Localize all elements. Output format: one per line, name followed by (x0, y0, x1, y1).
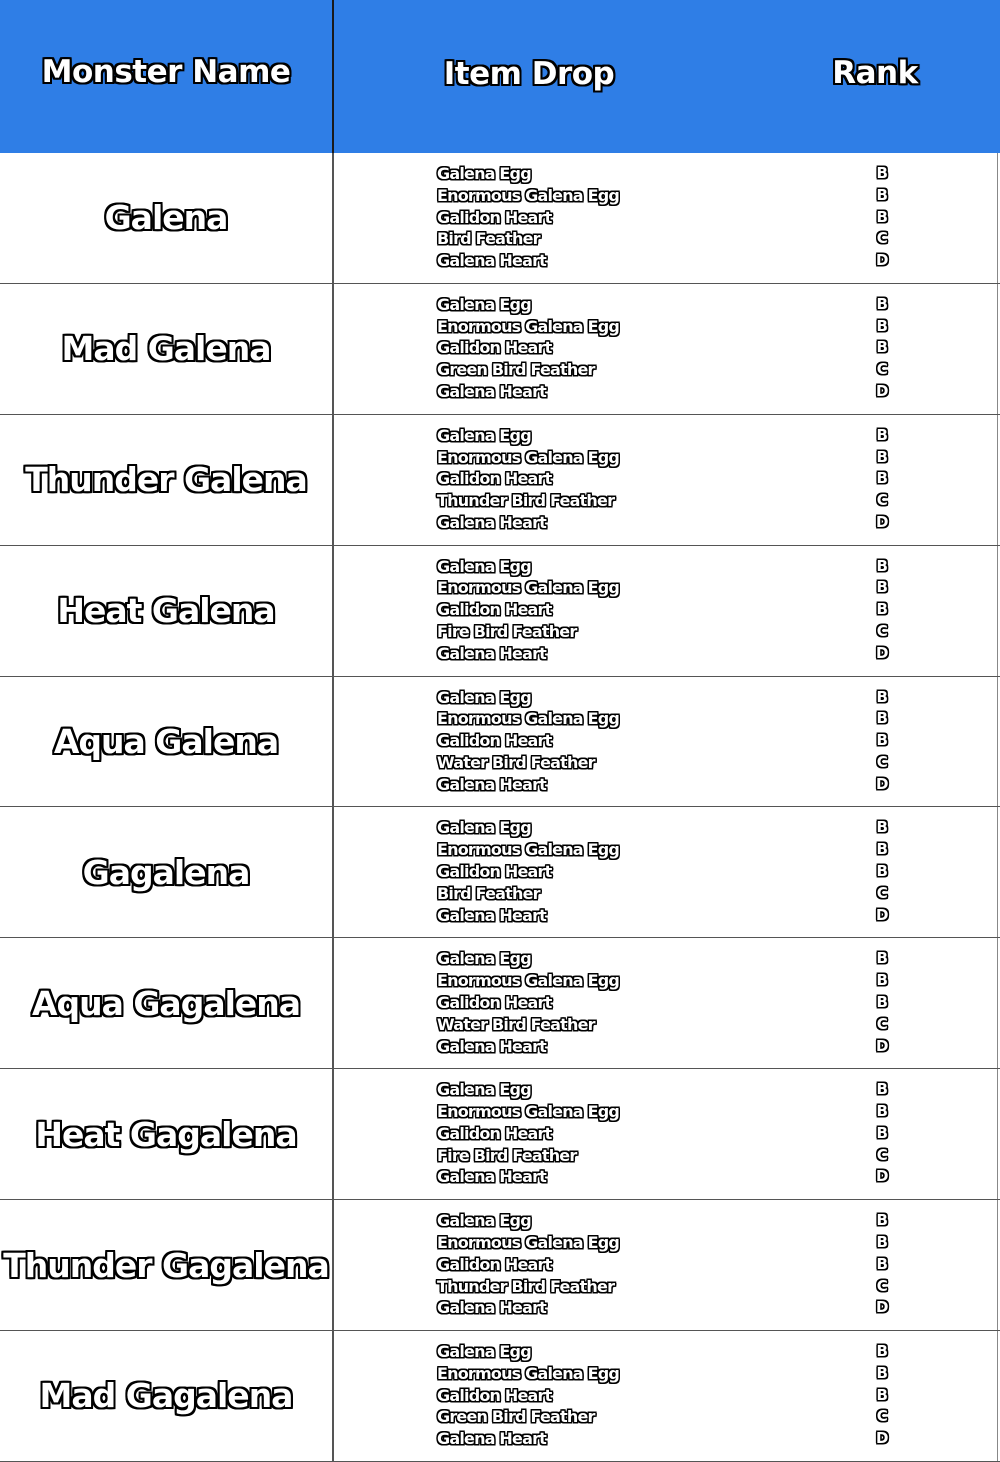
monster-name-cell: Mad Galena (61, 329, 271, 369)
table-row (0, 415, 1000, 546)
monster-name-cell: Galena (104, 198, 228, 238)
item-drop-list (437, 1210, 717, 1319)
item-drop: Galidon Heart (437, 1385, 552, 1405)
rank-list (872, 817, 892, 926)
item-drop: Enormous Galena Egg (437, 1232, 620, 1252)
column-divider (332, 153, 334, 283)
table-header (0, 0, 1000, 153)
item-drop: Galena Egg (437, 818, 531, 838)
rank-value: B (876, 687, 888, 706)
item-drop: Galena Egg (437, 556, 531, 576)
item-drop: Galidon Heart (437, 207, 552, 227)
item-drop: Galidon Heart (437, 469, 552, 489)
rank-value: D (876, 774, 888, 793)
rank-value: C (876, 1145, 888, 1164)
item-drop: Galena Heart (437, 382, 547, 402)
item-drop: Galena Egg (437, 687, 531, 707)
item-drop: Enormous Galena Egg (437, 840, 620, 860)
rank-value: C (876, 883, 888, 902)
table-right-edge (997, 415, 999, 545)
column-divider (332, 938, 334, 1068)
rank-value: C (876, 491, 888, 510)
rank-list (872, 556, 892, 665)
table-right-edge (997, 1200, 999, 1330)
column-divider (332, 677, 334, 807)
rank-value: B (876, 1080, 888, 1099)
item-drop: Enormous Galena Egg (437, 185, 620, 205)
rank-value: B (876, 1363, 888, 1382)
column-divider (332, 1069, 334, 1199)
table-row (0, 807, 1000, 938)
rank-value: B (876, 207, 888, 226)
rank-value: C (876, 229, 888, 248)
rank-value: B (876, 338, 888, 357)
rank-value: D (876, 1298, 888, 1317)
item-drop-list (437, 817, 717, 926)
item-drop-list (437, 294, 717, 403)
item-drop: Thunder Bird Feather (437, 491, 615, 511)
rank-value: D (876, 1036, 888, 1055)
rank-value: B (876, 469, 888, 488)
table-body (0, 153, 1000, 1462)
rank-value: C (876, 360, 888, 379)
item-drop: Green Bird Feather (437, 1407, 595, 1427)
table-row (0, 1200, 1000, 1331)
table-right-edge (997, 1069, 999, 1199)
rank-value: B (876, 992, 888, 1011)
rank-value: B (876, 164, 888, 182)
column-divider (332, 807, 334, 937)
column-divider (332, 546, 334, 676)
table-right-edge (997, 153, 999, 283)
header-monster-name: Monster Name (41, 53, 291, 90)
rank-value: B (876, 556, 888, 575)
item-drop: Galena Egg (437, 949, 531, 969)
item-drop: Galidon Heart (437, 862, 552, 882)
table-right-edge (997, 938, 999, 1068)
rank-value: B (876, 185, 888, 204)
item-drop: Water Bird Feather (437, 1014, 595, 1034)
header-item-drop: Item Drop (443, 55, 615, 92)
rank-value: B (876, 818, 888, 837)
rank-value: D (876, 251, 888, 270)
item-drop: Galena Heart (437, 774, 547, 794)
item-drop: Enormous Galena Egg (437, 1102, 620, 1122)
rank-list (872, 163, 892, 272)
rank-value: C (876, 1014, 888, 1033)
item-drop: Galena Heart (437, 251, 547, 271)
monster-name-cell: Heat Galena (57, 591, 275, 631)
column-divider (332, 1200, 334, 1330)
rank-value: D (876, 382, 888, 401)
rank-value: B (876, 1123, 888, 1142)
item-drop-list (437, 556, 717, 665)
item-drop-list (437, 948, 717, 1057)
rank-value: B (876, 971, 888, 990)
rank-value: B (876, 316, 888, 335)
item-drop: Green Bird Feather (437, 360, 595, 380)
monster-name-cell: Heat Gagalena (35, 1114, 297, 1154)
rank-value: B (876, 578, 888, 597)
item-drop: Galena Egg (437, 294, 531, 314)
rank-value: B (876, 1211, 888, 1230)
column-divider (332, 284, 334, 414)
item-drop: Enormous Galena Egg (437, 578, 620, 598)
table-right-edge (997, 677, 999, 807)
rank-list (872, 425, 892, 534)
item-drop: Fire Bird Feather (437, 622, 577, 642)
item-drop: Galidon Heart (437, 1123, 552, 1143)
rank-value: D (876, 1429, 888, 1448)
table-row (0, 153, 1000, 284)
table-right-edge (997, 1331, 999, 1461)
monster-name-cell: Thunder Galena (25, 460, 307, 500)
rank-value: B (876, 1254, 888, 1273)
table-row (0, 284, 1000, 415)
rank-value: C (876, 1407, 888, 1426)
rank-value: C (876, 622, 888, 641)
monster-name-cell: Aqua Gagalena (31, 983, 301, 1023)
rank-value: B (876, 294, 888, 313)
rank-value: D (876, 1167, 888, 1186)
item-drop: Galidon Heart (437, 338, 552, 358)
item-drop: Galena Egg (437, 425, 531, 445)
rank-value: C (876, 1276, 888, 1295)
header-rank: Rank (832, 54, 918, 91)
table-row (0, 938, 1000, 1069)
item-drop: Galena Heart (437, 1036, 547, 1056)
rank-list (872, 687, 892, 796)
item-drop: Water Bird Feather (437, 752, 595, 772)
rank-list (872, 294, 892, 403)
rank-value: B (876, 949, 888, 968)
monster-name-cell: Mad Gagalena (39, 1376, 293, 1416)
rank-value: B (876, 447, 888, 466)
rank-value: D (876, 905, 888, 924)
item-drop: Galena Egg (437, 164, 531, 183)
rank-value: B (876, 731, 888, 750)
rank-value: D (876, 512, 888, 531)
table-right-edge (997, 807, 999, 937)
item-drop: Galena Heart (437, 512, 547, 532)
item-drop: Galena Heart (437, 905, 547, 925)
item-drop: Thunder Bird Feather (437, 1276, 615, 1296)
rank-value: B (876, 600, 888, 619)
rank-value: D (876, 643, 888, 662)
item-drop: Enormous Galena Egg (437, 1363, 620, 1383)
item-drop: Enormous Galena Egg (437, 709, 620, 729)
table-row (0, 1069, 1000, 1200)
item-drop: Galena Heart (437, 1429, 547, 1449)
column-divider (332, 1331, 334, 1461)
rank-list (872, 1341, 892, 1450)
item-drop: Bird Feather (437, 883, 540, 903)
column-divider (332, 415, 334, 545)
monster-name-cell: Gagalena (82, 852, 250, 892)
rank-value: B (876, 1102, 888, 1121)
table-row (0, 677, 1000, 808)
item-drop: Enormous Galena Egg (437, 447, 620, 467)
item-drop-list (437, 1341, 717, 1450)
table-right-edge (997, 546, 999, 676)
rank-value: B (876, 1385, 888, 1404)
item-drop: Galena Heart (437, 1298, 547, 1318)
table-right-edge (997, 284, 999, 414)
table-row (0, 546, 1000, 677)
rank-value: C (876, 752, 888, 771)
item-drop: Galena Heart (437, 643, 547, 663)
item-drop-list (437, 425, 717, 534)
item-drop: Bird Feather (437, 229, 540, 249)
monster-name-cell: Thunder Gagalena (3, 1245, 329, 1285)
item-drop: Enormous Galena Egg (437, 971, 620, 991)
table-row (0, 1331, 1000, 1462)
item-drop: Galena Heart (437, 1167, 547, 1187)
rank-value: B (876, 840, 888, 859)
item-drop-list (437, 1079, 717, 1188)
item-drop-list (437, 687, 717, 796)
rank-value: B (876, 1342, 888, 1361)
item-drop: Enormous Galena Egg (437, 316, 620, 336)
rank-value: B (876, 862, 888, 881)
item-drop: Galena Egg (437, 1211, 531, 1231)
rank-list (872, 948, 892, 1057)
rank-list (872, 1079, 892, 1188)
item-drop-list (437, 163, 717, 272)
item-drop: Galidon Heart (437, 1254, 552, 1274)
item-drop: Galidon Heart (437, 731, 552, 751)
item-drop: Galena Egg (437, 1342, 531, 1362)
rank-value: B (876, 709, 888, 728)
item-drop: Galidon Heart (437, 600, 552, 620)
rank-list (872, 1210, 892, 1319)
monster-name-cell: Aqua Galena (53, 722, 279, 761)
rank-value: B (876, 1232, 888, 1251)
item-drop: Galidon Heart (437, 992, 552, 1012)
item-drop: Fire Bird Feather (437, 1145, 577, 1165)
rank-value: B (876, 425, 888, 444)
item-drop: Galena Egg (437, 1080, 531, 1100)
